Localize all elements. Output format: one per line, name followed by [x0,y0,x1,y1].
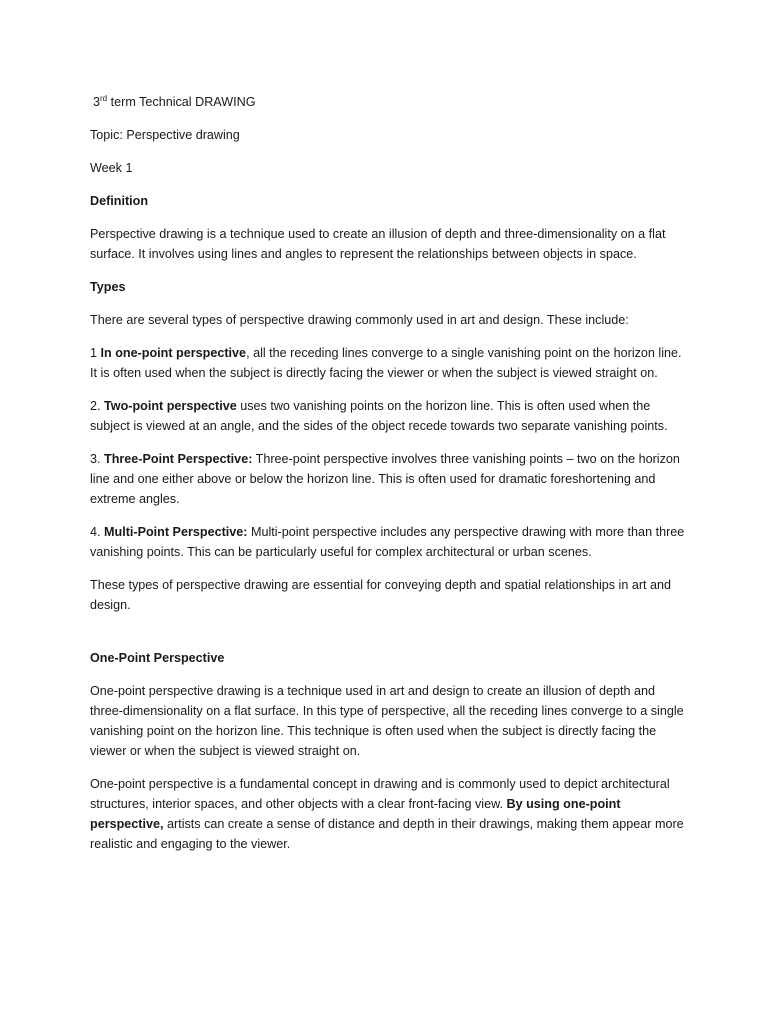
list-item-number: 4. [90,525,105,539]
one-point-paragraph-1: One-point perspective drawing is a technique used in art and design to create an illusion of depth and three-dimensionality on a flat surface. In this type of perspective, all the receding lines converge to a single vanishing point on the horizon line. This technique is often used when the subject is directly facing the viewer or when the subject is viewed straight on. [90,684,684,758]
list-item-description: Three-point perspective involves three vanishing points – two on the horizon line and one either above or below the horizon line. This is often used for dramatic foreshortening and extreme angles. [90,452,680,506]
title-ordinal-suffix: rd [100,93,108,103]
one-point-heading: One-Point Perspective [90,651,225,665]
title-ordinal-number: 3 [93,95,101,109]
list-item-two-point [90,396,690,436]
title-text: term Technical DRAWING [107,95,256,109]
list-item-one-point [90,343,690,383]
list-item-multi-point [90,522,690,562]
list-item-number: 3. [90,452,105,466]
topic-line: Topic: Perspective drawing [90,128,240,142]
definition-heading: Definition [90,194,149,208]
list-item-description: uses two vanishing points on the horizon line. This is often used when the subject is viewed at an angle, and the sides of the object recede towards two separate vanishing points. [90,399,668,433]
document-page [90,92,690,867]
types-heading: Types [90,280,126,294]
list-item-term: Two-point perspective [104,399,237,413]
list-item-term: Multi-Point Perspective: [104,525,248,539]
list-item-description: , all the receding lines converge to a single vanishing point on the horizon line. It is often used when the subject is directly facing the viewer or when the subject is viewed straight on. [90,346,682,380]
definition-paragraph: Perspective drawing is a technique used to create an illusion of depth and three-dimensionality on a flat surface. It involves using lines and angles to represent the relationships between objects in space. [90,227,666,261]
types-conclusion: These types of perspective drawing are essential for conveying depth and spatial relationships in art and design. [90,578,672,612]
list-item-three-point [90,449,690,509]
types-intro: There are several types of perspective drawing commonly used in art and design. These include: [90,313,629,327]
paragraph-bold-text: By using one-point perspective, [90,797,621,831]
list-item-term: In one-point perspective [100,346,247,360]
list-item-description: Multi-point perspective includes any perspective drawing with more than three vanishing points. This can be particularly useful for complex architectural or urban scenes. [90,525,685,559]
paragraph-text: One-point perspective is a fundamental concept in drawing and is commonly used to depict architectural structures, interior spaces, and other objects with a clear front-facing view. [90,777,670,811]
list-item-term: Three-Point Perspective: [104,452,253,466]
blank-line [90,628,690,648]
week-line: Week 1 [90,161,133,175]
document-title [90,92,690,112]
list-item-number: 1 [90,346,101,360]
list-item-number: 2. [90,399,105,413]
paragraph-text: artists can create a sense of distance and depth in their drawings, making them appear more realistic and engaging to the viewer. [90,817,684,851]
one-point-paragraph-2 [90,774,690,854]
